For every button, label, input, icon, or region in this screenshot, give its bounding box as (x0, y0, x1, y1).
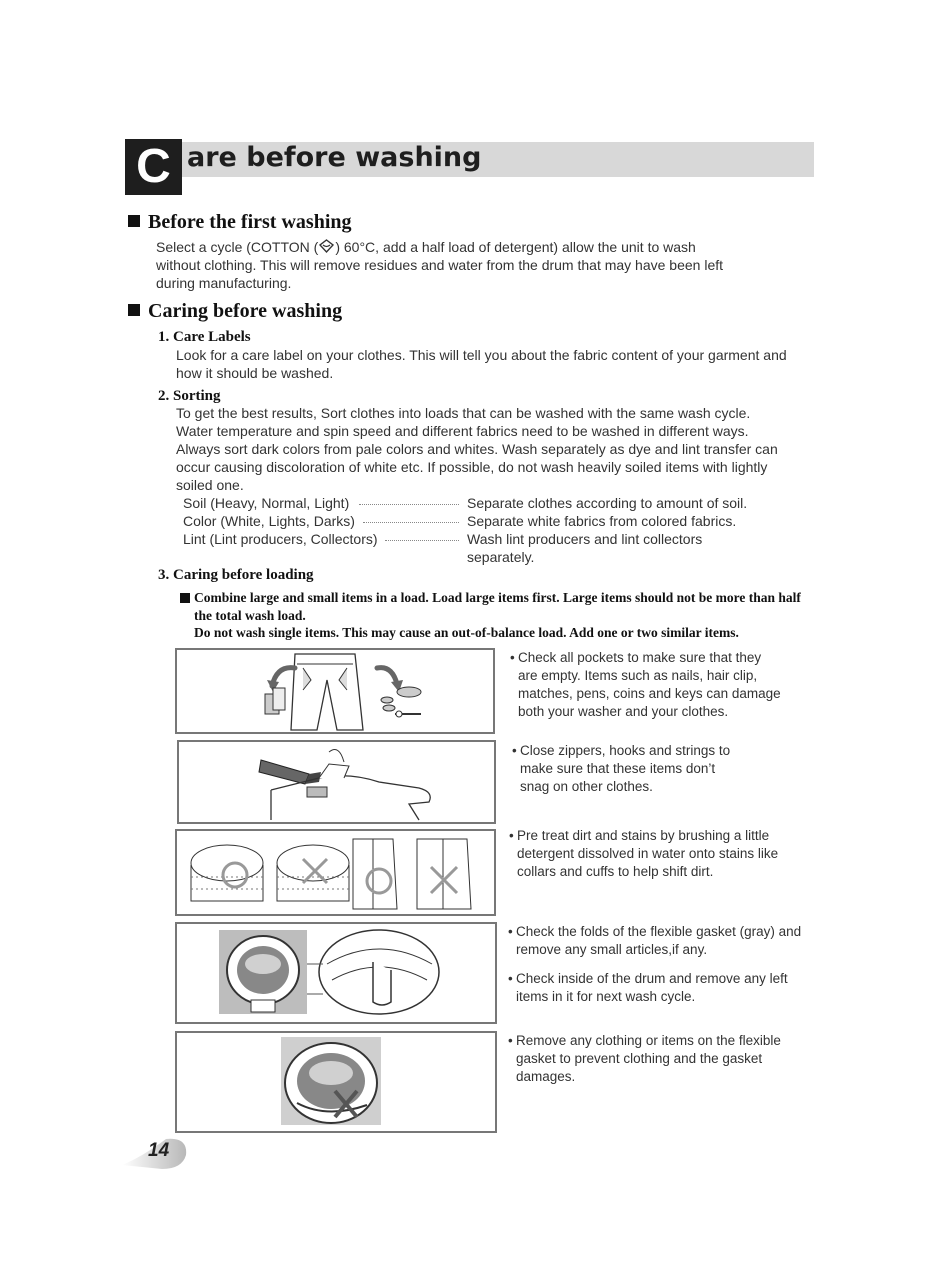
header-initial: C (125, 139, 182, 195)
dot-leader (359, 504, 459, 505)
item-number: 2. (158, 388, 170, 404)
illustration-zippers (177, 740, 496, 824)
section-title-text: Caring before washing (148, 300, 343, 322)
tip-text: Close zippers, hooks and strings to (520, 743, 731, 758)
sort-row-lint (183, 530, 783, 566)
illustration-stains (175, 829, 496, 916)
sort-row-label: Soil (Heavy, Normal, Light) (183, 495, 350, 511)
tip-line: collars and cuffs to help shift dirt. (517, 864, 714, 879)
gasket-check-icon (177, 924, 495, 1022)
tip-pockets (510, 649, 810, 721)
dot-leader (385, 540, 459, 541)
item-title: Caring before loading (173, 567, 314, 583)
gasket-damage-icon (177, 1033, 495, 1131)
tip-gasket-folds (508, 923, 818, 959)
tip-line: detergent dissolved in water onto stains like (517, 846, 779, 861)
text-line: occur causing discoloration of white etc. If possible, do not wash heavily soiled items with lightly (176, 459, 768, 475)
tip-line (510, 649, 810, 667)
first-washing-line-2: without clothing. This will remove residues and water from the drum that may have been left (156, 257, 724, 273)
tip-text: Pre treat dirt and stains by brushing a little (517, 828, 770, 843)
sort-row-color (183, 512, 783, 530)
tip-line: make sure that these items don’t (520, 761, 716, 776)
first-washing-text (156, 238, 816, 292)
page-number: 14 (148, 1140, 170, 1161)
text-line: soiled one. (176, 477, 244, 493)
illustration-pockets (175, 648, 495, 734)
care-labels-heading (158, 328, 251, 346)
item-title: Sorting (173, 388, 221, 404)
first-washing-line-1 (156, 238, 816, 256)
bullet-dot-icon: • (512, 743, 517, 758)
square-bullet-icon (128, 304, 140, 316)
sort-row-label: Lint (Lint producers, Collectors) (183, 531, 378, 547)
tip-line: are empty. Items such as nails, hair clip, (518, 668, 758, 683)
sorting-heading (158, 387, 221, 405)
tip-line (508, 1032, 818, 1050)
illustration-gasket-folds (175, 922, 497, 1024)
text-line: To get the best results, Sort clothes into loads that can be washed with the same wash cycle. (176, 405, 751, 421)
tip-line: items in it for next wash cycle. (516, 989, 696, 1004)
tip-text: Check inside of the drum and remove any left (516, 971, 788, 986)
bullet-dot-icon: • (509, 828, 514, 843)
text-line: Water temperature and spin speed and different fabrics need to be washed in different ways. (176, 423, 749, 439)
collar-cuff-stains-icon (177, 831, 494, 914)
tip-line (508, 923, 818, 941)
tip-line: matches, pens, coins and keys can damage (518, 686, 781, 701)
tip-text: Check the folds of the flexible gasket (gray) and (516, 924, 802, 939)
tip-zippers (512, 742, 812, 796)
detergent-zipper-icon (179, 742, 494, 822)
text-line: separately. (467, 549, 535, 565)
square-bullet-icon (128, 215, 140, 227)
sort-row-label: Color (White, Lights, Darks) (183, 513, 355, 529)
section-title-text: Before the first washing (148, 211, 352, 233)
section-heading-first-washing (128, 210, 352, 234)
tip-line: both your washer and your clothes. (518, 704, 729, 719)
tip-line: remove any small articles,if any. (516, 942, 708, 957)
tip-gasket-damage (508, 1032, 818, 1086)
bullet-dot-icon: • (508, 924, 513, 939)
item-number: 3. (158, 567, 170, 583)
illustration-gasket-damage (175, 1031, 497, 1133)
tip-line: gasket to prevent clothing and the gasket (516, 1051, 763, 1066)
tip-line: damages. (516, 1069, 576, 1084)
item-title: Care Labels (173, 329, 251, 345)
square-bullet-icon (180, 593, 190, 603)
tip-text: Check all pockets to make sure that they (518, 650, 762, 665)
trousers-pockets-icon (177, 650, 493, 732)
tip-drum (508, 970, 818, 1006)
text-line: Do not wash single items. This may cause an out-of-balance load. Add one or two similar items. (194, 625, 739, 640)
text-line: the total wash load. (194, 607, 306, 623)
tip-line (508, 970, 818, 988)
bullet-dot-icon: • (508, 971, 513, 986)
sort-row-value (467, 530, 787, 566)
section-heading-caring (128, 299, 342, 323)
care-labels-text (176, 346, 816, 382)
sort-row-value: Separate clothes according to amount of soil. (467, 495, 748, 511)
item-number: 1. (158, 329, 170, 345)
combine-note-text (194, 589, 809, 642)
text-segment: ) 60°C, add a half load of detergent) allow the unit to wash (335, 239, 696, 255)
bullet-dot-icon: • (510, 650, 515, 665)
sort-row-value: Separate white fabrics from colored fabrics. (467, 513, 737, 529)
text-line: Always sort dark colors from pale colors and whites. Wash separately as dye and lint transfer can (176, 441, 778, 457)
tip-stains (509, 827, 809, 881)
cotton-cycle-icon (318, 239, 335, 254)
text-line: Wash lint producers and lint collectors (467, 531, 703, 547)
bullet-dot-icon: • (508, 1033, 513, 1048)
text-line: Combine large and small items in a load. Load large items first. Large items should not be more than half (194, 590, 801, 605)
text-line: how it should be washed. (176, 365, 334, 381)
dot-leader (363, 522, 459, 523)
tip-line: snag on other clothes. (520, 779, 653, 794)
loading-heading (158, 566, 314, 584)
text-segment: Select a cycle (COTTON ( (156, 239, 319, 255)
first-washing-line-3: during manufacturing. (156, 275, 292, 291)
tip-text: Remove any clothing or items on the flexible (516, 1033, 781, 1048)
sorting-text (176, 404, 816, 494)
tip-line (512, 742, 812, 760)
tip-line (509, 827, 809, 845)
text-line: Look for a care label on your clothes. This will tell you about the fabric content of your garment and (176, 347, 787, 363)
sort-row-soil (183, 494, 783, 512)
page-title: are before washing (187, 142, 482, 173)
